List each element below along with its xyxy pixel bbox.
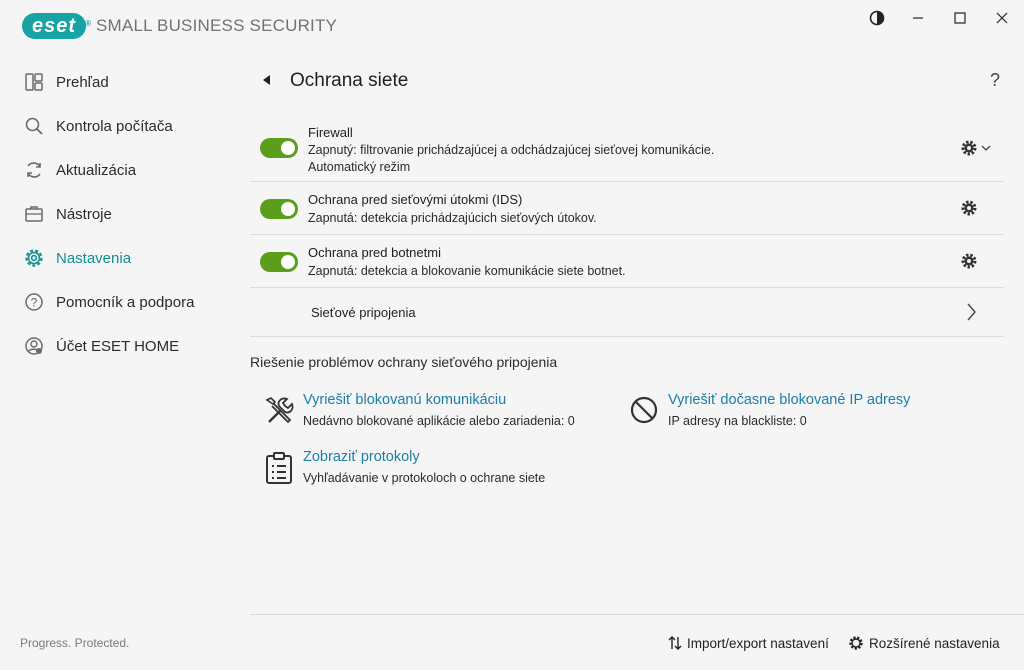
contrast-icon (869, 10, 885, 26)
status-label: Zapnutá: (308, 211, 358, 225)
list-item-network-connections[interactable] (250, 288, 1004, 337)
import-export-button[interactable] (668, 635, 829, 651)
page-title: Ochrana siete (290, 70, 409, 91)
list-item-botnet (250, 235, 1004, 288)
advanced-settings-label: Rozšírené nastavenia (869, 635, 1000, 651)
dashboard-icon (23, 71, 45, 93)
action-title[interactable]: Vyriešiť blokovanú komunikáciu (303, 392, 507, 408)
logo-text: eset (31, 15, 77, 37)
action-title[interactable]: Zobraziť protokoly (303, 449, 420, 465)
back-arrow-icon[interactable] (263, 75, 270, 85)
gear-icon (23, 247, 45, 269)
action-desc: IP adresy na blackliste: 0 (668, 414, 807, 428)
troubleshoot-title: Riešenie problémov ochrany sieťového pripojenia (250, 354, 558, 370)
firewall-toggle[interactable] (260, 138, 298, 158)
help-icon (23, 291, 45, 313)
chevron-down-icon[interactable] (980, 142, 992, 154)
status-text: Progress. Protected. (20, 636, 130, 650)
product-name: SMALL BUSINESS SECURITY (96, 16, 338, 35)
briefcase-icon (23, 203, 45, 225)
ids-toggle[interactable] (260, 199, 298, 219)
minimize-icon (912, 12, 924, 24)
import-export-icon (668, 635, 682, 651)
settings-list (250, 122, 1004, 337)
sidebar-item-settings[interactable] (0, 236, 230, 280)
sidebar-item-tools[interactable] (0, 192, 230, 236)
block-icon (628, 394, 662, 428)
maximize-icon (954, 12, 966, 24)
sidebar-item-label: Nastavenia (56, 249, 132, 267)
account-icon (23, 335, 45, 357)
title-bar (0, 0, 1024, 52)
action-desc: Nedávno blokované aplikácie alebo zariadenia: 0 (303, 414, 575, 428)
gear-icon (848, 635, 864, 651)
close-icon (996, 12, 1008, 24)
firewall-mode: Automatický režim (308, 160, 411, 174)
sidebar-item-computer-scan[interactable] (0, 104, 230, 148)
theme-toggle-button[interactable] (864, 8, 890, 28)
row-status (308, 264, 626, 278)
action-desc: Vyhľadávanie v protokoloch o ochrane siete (303, 471, 546, 485)
gear-icon[interactable] (960, 199, 978, 217)
gear-icon[interactable] (960, 252, 978, 270)
row-name: Firewall (308, 125, 353, 140)
list-item-firewall (250, 122, 1004, 182)
sidebar-item-label: Pomocník a podpora (56, 293, 195, 311)
sidebar-item-label: Aktualizácia (56, 161, 137, 179)
status-label: Zapnutá: (308, 264, 358, 278)
search-icon (23, 115, 45, 137)
botnet-toggle[interactable] (260, 252, 298, 272)
status-text: filtrovanie prichádzajúcej a odchádzajúcej sieťovej komunikácie. (356, 143, 715, 157)
import-export-label: Import/export nastavení (687, 635, 829, 651)
sidebar-item-label: Kontrola počítača (56, 117, 173, 135)
row-name: Ochrana pred botnetmi (308, 245, 441, 260)
gear-icon[interactable] (960, 139, 978, 157)
footer-divider (250, 614, 1024, 615)
sidebar-item-overview[interactable] (0, 60, 230, 104)
row-name: Ochrana pred sieťovými útokmi (IDS) (308, 192, 523, 207)
sidebar-item-label: Nástroje (56, 205, 112, 223)
sidebar-item-help[interactable] (0, 280, 230, 324)
minimize-button[interactable] (905, 8, 931, 28)
sidebar (0, 60, 230, 368)
list-item-ids (250, 182, 1004, 235)
sidebar-item-update[interactable] (0, 148, 230, 192)
svg-text:?: ? (30, 295, 38, 310)
help-button[interactable]: ? (990, 70, 1001, 90)
advanced-settings-button[interactable] (848, 635, 1000, 651)
eset-logo (22, 13, 92, 39)
status-text: detekcia a blokovanie komunikácie siete botnet. (357, 264, 626, 278)
row-status (308, 143, 714, 157)
maximize-button[interactable] (947, 8, 973, 28)
row-name: Sieťové pripojenia (311, 305, 416, 320)
sidebar-item-eset-home[interactable] (0, 324, 230, 368)
status-label: Zapnutý: (308, 143, 357, 157)
action-title[interactable]: Vyriešiť dočasne blokované IP adresy (668, 392, 911, 408)
sidebar-item-label: Účet ESET HOME (56, 337, 180, 355)
clipboard-icon (263, 451, 297, 485)
close-button[interactable] (989, 8, 1015, 28)
row-status (308, 211, 597, 225)
status-text: detekcia prichádzajúcich sieťových útokov. (357, 211, 597, 225)
tools-icon (263, 394, 297, 428)
chevron-right-icon[interactable] (964, 302, 978, 322)
refresh-icon (23, 159, 45, 181)
logo-registered-mark: ® (85, 19, 92, 28)
sidebar-item-label: Prehľad (56, 73, 109, 91)
